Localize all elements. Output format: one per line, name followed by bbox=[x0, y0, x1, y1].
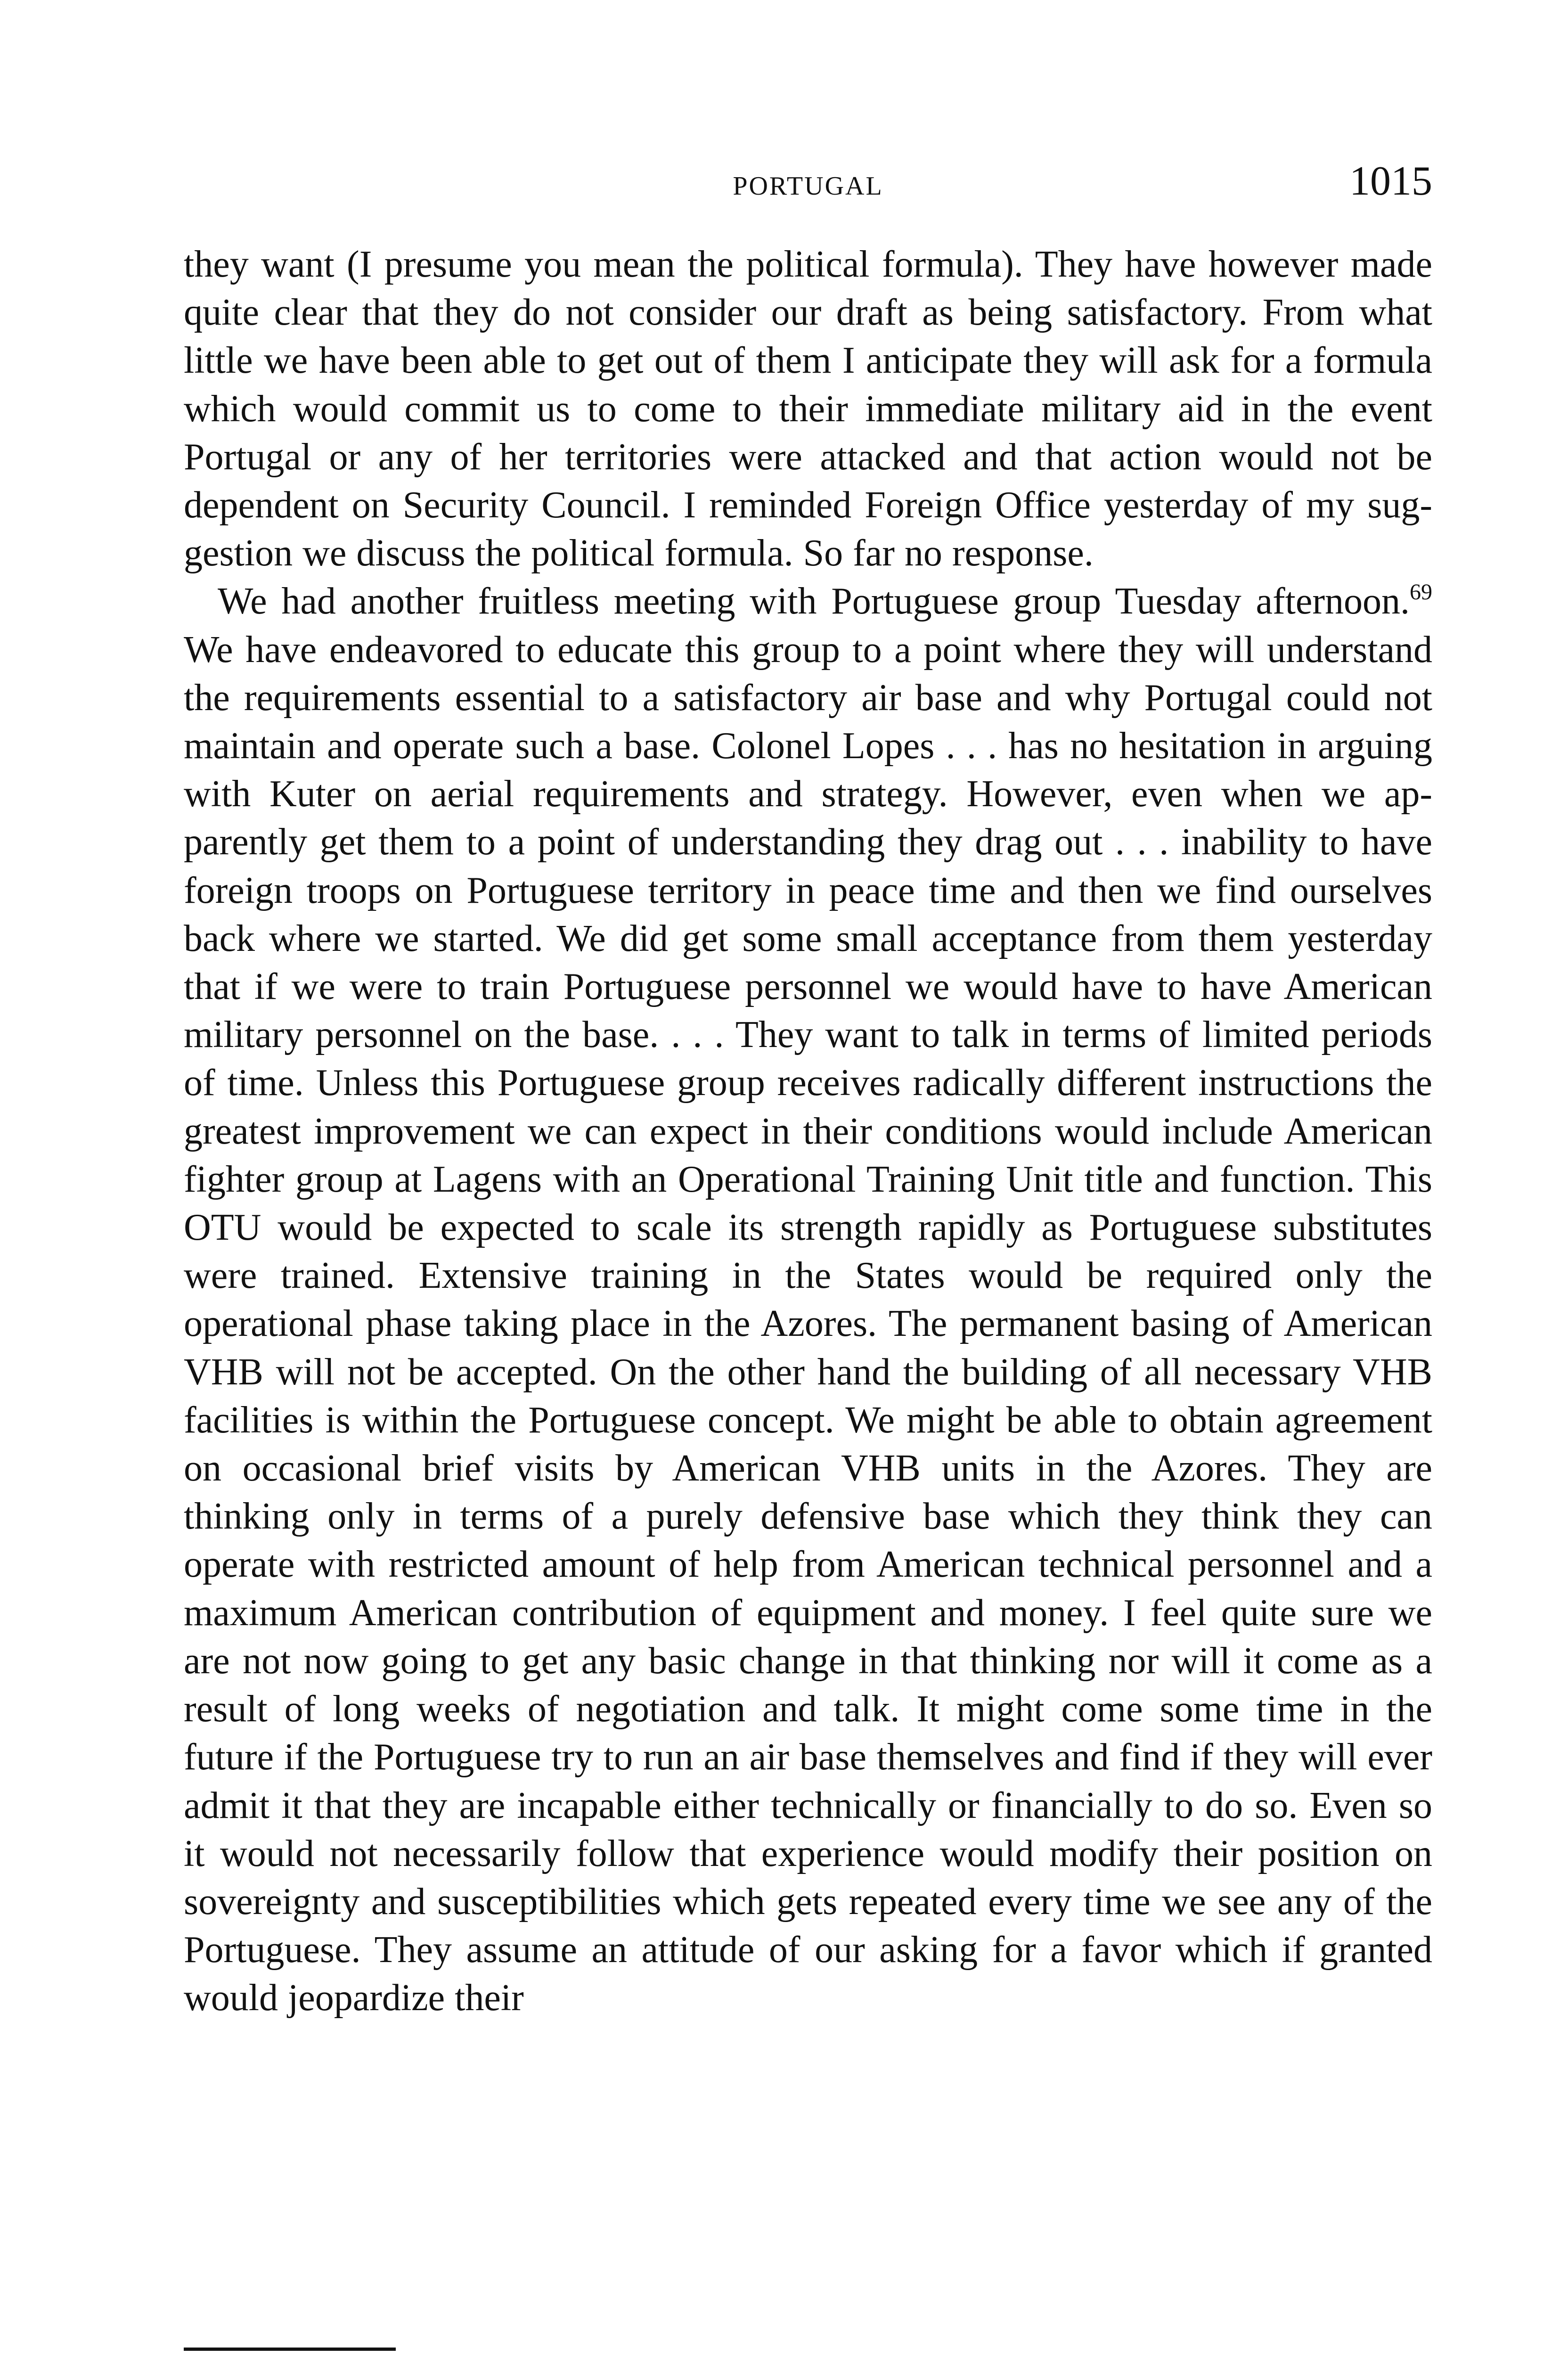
page-number: 1015 bbox=[1349, 158, 1432, 204]
footnote-reference[interactable]: 69 bbox=[1410, 580, 1432, 605]
paragraph-2 bbox=[184, 577, 1432, 2022]
paragraph-2-start: We had another fruitless meeting with Portuguese group Tuesday afternoon. bbox=[218, 581, 1410, 622]
body-text bbox=[184, 240, 1432, 2022]
paragraph-2-rest: We have endeavored to educate this group to a point where they will understand the requirements essential to a satisfactory air base and why Portugal could not maintain and operate such a base. Colonel Lopes . . . has no hesitation in arguing with Kuter on aerial requirements and strategy. However, even when we apparently get them to a point of understanding they drag out . . . inability to have foreign troops on Portuguese territory in peace time and then we find ourselves back where we started. We did get some small acceptance from them yesterday that if we were to train Portuguese personnel we would have to have American military personnel on the base. . . . They want to talk in terms of limited periods of time. Unless this Portuguese group receives radically different instructions the greatest improvement we can expect in their conditions would include American fighter group at Lagens with an Operational Training Unit title and function. This OTU would be expected to scale its strength rapidly as Portuguese substitutes were trained. Extensive training in the States would be required only the operational phase taking place in the Azores. The permanent basing of American VHB will not be accepted. On the other hand the building of all necessary VHB facilities is within the Portuguese concept. We might be able to obtain agreement on occasional brief visits by American VHB units in the Azores. They are thinking only in terms of a purely defensive base which they think they can operate with restricted amount of help from American technical personnel and a maximum American contribution of equipment and money. I feel quite sure we are not now going to get any basic change in that thinking nor will it come as a result of long weeks of negotiation and talk. It might come some time in the future if the Portuguese try to run an air base themselves and find if they will ever admit it that they are incapable either technically or financially to do so. Even so it would not necessarily follow that experience would modify their position on sovereignty and susceptibilities which gets repeated every time we see any of the Portuguese. They assume an attitude of our asking for a favor which if granted would jeopardize their bbox=[184, 629, 1432, 2019]
footnote-divider bbox=[184, 2348, 396, 2351]
running-title: PORTUGAL bbox=[733, 172, 883, 201]
paragraph-1: they want (I presume you mean the political formula). They have however made quite clear that they do not consider our draft as being satisfactory. From what little we have been able to get out of them I anticipate they will ask for a formula which would commit us to come to their immediate military aid in the event Portugal or any of her territories were attacked and that action would not be dependent on Security Council. I reminded Foreign Office yesterday of my suggestion we discuss the political formula. So far no response. bbox=[184, 244, 1432, 574]
running-head bbox=[184, 155, 1432, 207]
